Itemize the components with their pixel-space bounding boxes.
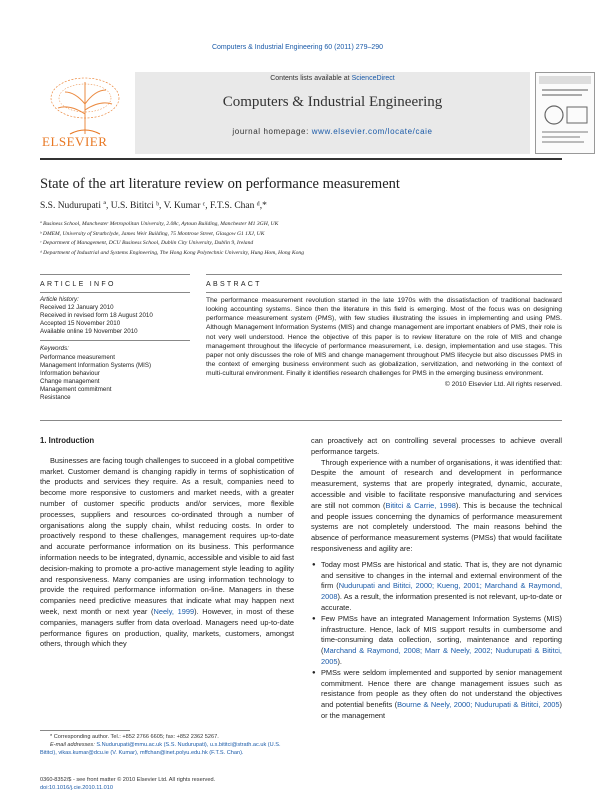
journal-title: Computers & Industrial Engineering — [222, 94, 443, 110]
history-revised: Received in revised form 18 August 2010 — [40, 312, 153, 320]
list-item — [321, 560, 562, 614]
history-online: Available online 19 November 2010 — [40, 328, 138, 336]
homepage-prefix: journal homepage: — [232, 127, 312, 136]
bullet-text: Few PMSs have an integrated Management Information Systems (MIS) infrastructure. Hence, lack of MIS support results in cumbersome and time-consuming data collection, sorting, maintenance and reporting ( — [321, 613, 562, 656]
bullet-text: ). — [337, 656, 342, 666]
paragraph-text: ). However, in most of these companies, managers suffer from data overload. Managers need up-to-date performance figures on production, quality, markets, customers, amongst others, through which they — [40, 606, 294, 649]
info-divider — [40, 340, 190, 341]
article-info — [40, 296, 190, 402]
affiliation-d: ᵈ Department of Industrial and Systems Engineering, The Hong Kong Polytechnic University, Hung Hom, Hong Kong — [40, 249, 304, 256]
cover-image — [536, 73, 594, 153]
list-item — [321, 614, 562, 668]
footnote — [40, 733, 294, 757]
affiliation-b: ᵇ DMEM, University of Strathclyde, James Weir Building, 75 Montrose Street, Glasgow G1 1XJ, UK — [40, 230, 265, 237]
contents-line — [135, 75, 530, 82]
keyword: Management Information Systems (MIS) — [40, 361, 152, 369]
right-paragraph-continued: can proactively act on controlling several processes to achieve overall performance targets. — [311, 436, 562, 456]
right-column — [311, 436, 562, 722]
citation-link[interactable]: Neely, 1999 — [153, 606, 195, 616]
email-label: E-mail addresses: — [50, 742, 97, 748]
header-divider — [40, 158, 562, 160]
citation-link[interactable]: Bourne & Neely, 2000; Nudurupati & Bititci, 2005 — [397, 700, 560, 710]
elsevier-tree-icon — [40, 74, 130, 136]
email-addresses — [40, 741, 294, 757]
history-label: Article history: — [40, 296, 79, 303]
affiliation-c: ᶜ Department of Management, DCU Business School, Dublin City University, Dublin 9, Ireland — [40, 240, 254, 246]
keywords-label: Keywords: — [40, 345, 69, 353]
history-accepted: Accepted 15 November 2010 — [40, 320, 121, 328]
issn-line: 0360-8352/$ - see front matter © 2010 Elsevier Ltd. All rights reserved. — [40, 777, 216, 783]
abstract-top-rule — [206, 274, 562, 275]
elsevier-logo — [40, 74, 130, 152]
citation-link[interactable]: Marchand & Raymond, 2008; Marr & Neely, 2002; Nudurupati & Bititci, 2005 — [321, 646, 562, 666]
corresponding-author: * Corresponding author. Tel.: +852 2766 6605; fax: +852 2362 5267. — [50, 734, 219, 740]
history-received: Received 12 January 2010 — [40, 304, 114, 312]
journal-header — [40, 72, 594, 154]
bullet-text: ). As a result, the information presented is not relevant, up-to-date or accurate. — [321, 592, 562, 612]
journal-homepage — [135, 127, 530, 136]
citation-link[interactable]: Nudurupati and Bititci, 2000; Kueng, 2001; Marchand & Raymond, 2008 — [321, 581, 563, 602]
citation-link[interactable]: Bititci & Carrie, 1998 — [385, 500, 456, 510]
footnote-rule — [40, 730, 130, 731]
paragraph-text: Businesses are facing tough challenges to succeed in a global competitive market. Customer demand is changing rapidly in terms of sophistication of the products and services they require. As a result, companies need to become more responsive to customers and market needs, with a greater number of customer specific products and/or services, more flexible processes, suppliers and resources co-ordinated through a number of organisations along the supply chain, whilst reducing costs. In order to proactively respond to these challenges, management requires up-to-date and accurate performance information on its business. This performance information needs to be integrated, dynamic, accessible and visible to aid fast decision-making to promote a pro-active management style leading to agility and responsiveness. Many companies are using information technology to provide the required performance information on-line. Managers in these companies need predictive measures that indicate what may happen next week, next month or next year ( — [40, 455, 294, 616]
sciencedirect-link[interactable]: ScienceDirect — [351, 75, 395, 82]
journal-cover-thumbnail — [535, 72, 595, 154]
article-info-heading: ARTICLE INFO — [40, 281, 116, 288]
reasons-list — [311, 560, 562, 722]
bullet-text: PMSs were seldom implemented and supported by senior management commitment. Hence there are change management issues such as resistance from people as they often do not understand the objectives and potential benefits ( — [321, 667, 562, 710]
section-heading-introduction: 1. Introduction — [40, 436, 95, 445]
bullet-text: ) or the management — [321, 700, 562, 720]
affiliations — [40, 220, 560, 258]
info-bottom-rule — [40, 292, 190, 293]
paragraph-text: ). This is because the technical and people issues concerning the dynamics of performance measurement systems are not completely understood. The main reasons behind the absence of performance measurement systems (PMSs) that would facilitate responsiveness and agility are: — [311, 500, 562, 553]
keyword: Information behaviour — [40, 369, 100, 377]
publisher-logo-text: ELSEVIER — [42, 134, 108, 149]
list-item — [321, 668, 562, 722]
doi-link[interactable]: doi:10.1016/j.cie.2010.11.010 — [40, 785, 113, 791]
intro-paragraph-1 — [40, 456, 294, 650]
keyword: Change management — [40, 377, 100, 385]
keyword: Management commitment — [40, 385, 112, 393]
left-column — [40, 436, 294, 650]
info-top-rule — [40, 274, 190, 275]
contents-prefix: Contents lists available at — [270, 75, 352, 82]
front-matter — [40, 776, 340, 792]
abstract-heading: ABSTRACT — [206, 281, 262, 288]
journal-banner — [135, 72, 530, 154]
keyword: Resistance — [40, 394, 71, 402]
affiliation-a: ª Business School, Manchester Metropolitan University, 2.08c, Aytoun Building, Manchester M1 3GH, UK — [40, 221, 279, 227]
right-paragraph-2 — [311, 458, 562, 555]
homepage-link[interactable]: www.elsevier.com/locate/caie — [311, 127, 433, 136]
paragraph-text: Through experience with a number of organisations, it was identified that: Despite the amount of research and development in performance measurement, systems that are properly integrated, dynamic, accurate, accessible and visible to facilitate responsive manufacturing and services are still not common ( — [311, 457, 562, 510]
bullet-text: Today most PMSs are historical and static. That is, they are not dynamic and sensitive to changes in the internal and external environment of the firm ( — [321, 559, 562, 591]
email-links[interactable]: S.Nudurupati@mmu.ac.uk (S.S. Nudurupati), u.s.bititci@strath.ac.uk (U.S. Bititci), vikas.kumar@dcu.ie (V. Kumar), mffchan@inet.polyu.edu.hk (F.T.S. Chan). — [40, 742, 281, 756]
abstract-copyright: © 2010 Elsevier Ltd. All rights reserved. — [444, 381, 562, 389]
journal-citation[interactable]: Computers & Industrial Engineering 60 (2011) 279–290 — [211, 44, 384, 51]
abstract-bottom-rule — [206, 292, 562, 293]
keyword: Performance measurement — [40, 353, 115, 361]
abstract-text: The performance measurement revolution started in the late 1970s with the dissatisfaction of traditional backward looking accounting systems. Since then the literature in this field is emerging. Most of the focus was on designing performance measurement system (PMS), with few studies illustrating the issues in implementing and using PMS. Although Management Information Systems (MIS) and change management are important enablers of PMS, their role is not very well understood. Hence the objective of this paper is to review literature on the role of MIS and change management throughout the lifecycle of performance measurement, i.e. design, implementation and use stages. This paper not only discusses the role of MIS and change management throughout PMS lifecycle but also discusses PMS in the context of emerging business environment such as globalization, servitization, and networking in the context of multi-cultural environment. Finally it identifies research challenges for PMS in the emerging business environment. — [206, 297, 562, 378]
abstract — [206, 296, 562, 390]
article-title: State of the art literature review on performance measurement — [40, 176, 400, 192]
article-authors: S.S. Nudurupati ª, U.S. Bititci ᵇ, V. Kumar ᶜ, F.T.S. Chan ᵈ,* — [40, 201, 267, 211]
abstract-end-rule — [40, 420, 562, 421]
